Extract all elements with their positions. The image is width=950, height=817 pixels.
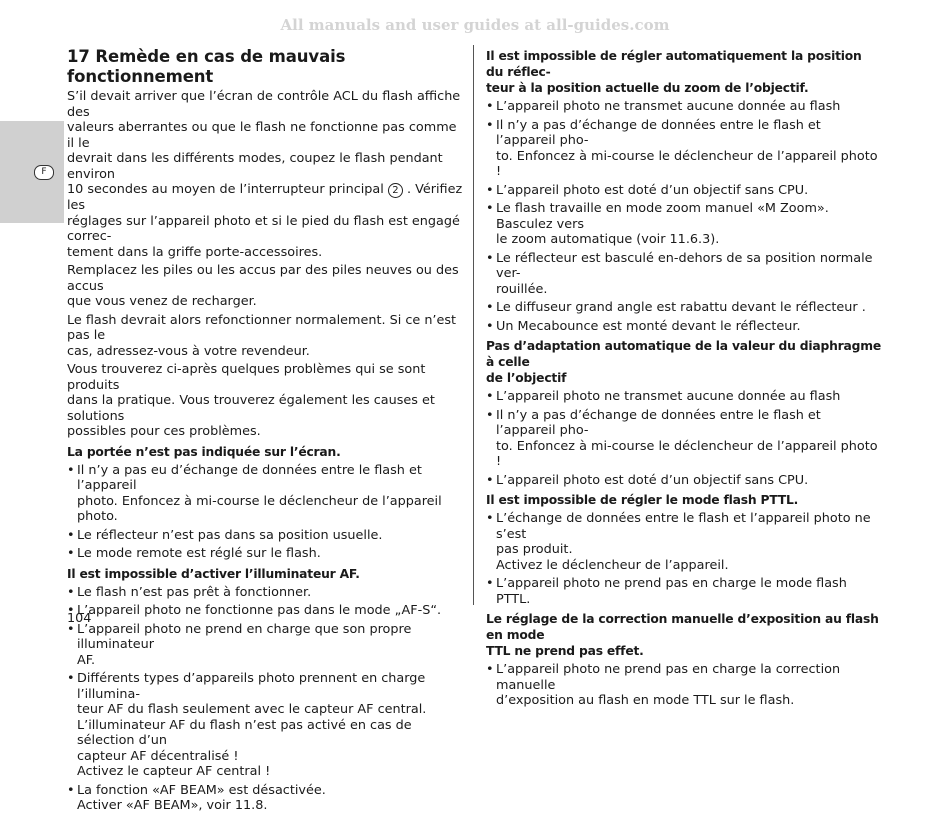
text-line: • Il n’y a pas d’échange de données entre le flash et l’appareil pho- xyxy=(496,117,821,148)
problem-heading xyxy=(486,492,881,508)
cause-item xyxy=(486,389,881,405)
text-line: le zoom automatique (voir 11.6.3). xyxy=(496,232,720,247)
text-line: • Il n’y a pas eu d’échange de données entre le flash et l’appareil xyxy=(77,462,422,493)
text-line: Remplacez les piles ou les accus par des piles neuves ou des accus xyxy=(67,263,459,294)
cause-list xyxy=(67,463,465,562)
problem-heading xyxy=(486,338,881,386)
cause-item xyxy=(486,183,881,199)
left-column xyxy=(67,45,465,817)
cause-item xyxy=(67,528,465,544)
text-line: Pas d’adaptation automatique de la valeur du diaphragme à celle xyxy=(486,339,881,369)
text-line: • L’appareil photo ne fonctionne pas dans le mode „AF-S“. xyxy=(77,603,442,618)
text-line: Il est impossible de régler le mode flash PTTL. xyxy=(486,493,799,507)
text-line: • L’échange de données entre le flash et l’appareil photo ne s’est xyxy=(496,511,871,542)
text-line: TTL ne prend pas effet. xyxy=(486,644,644,658)
text-line: • Le réflecteur est basculé en-dehors de sa position normale ver- xyxy=(496,250,873,281)
text-line xyxy=(67,182,465,214)
text-line: • Le flash travaille en mode zoom manuel «M Zoom». Basculez vers xyxy=(496,201,829,232)
cause-item xyxy=(486,300,881,316)
text-line: Activez le capteur AF central ! xyxy=(77,764,271,779)
cause-item xyxy=(486,576,881,607)
text-line: capteur AF décentralisé ! xyxy=(77,748,239,764)
cause-list xyxy=(486,389,881,488)
text-line: S’il devait arriver que l’écran de contrôle ACL du flash affiche des xyxy=(67,89,461,120)
text-line: • L’appareil photo est doté d’un objectif sans CPU. xyxy=(496,182,809,198)
cause-item xyxy=(67,585,465,601)
text-fragment: . Vérifiez les xyxy=(67,182,463,213)
text-line: Activer «AF BEAM», voir 11.8. xyxy=(77,798,268,813)
text-line: dans la pratique. Vous trouverez également les causes et solutions xyxy=(67,393,435,424)
text-line: que vous venez de recharger. xyxy=(67,294,257,309)
text-line: • L’appareil photo ne prend pas en charge la correction manuelle xyxy=(496,662,841,693)
text-line: pas produit. xyxy=(496,542,573,557)
text-fragment: 10 secondes au moyen de l’interrupteur principal xyxy=(67,182,384,197)
text-line: • L’appareil photo ne transmet aucune donnée au flash xyxy=(496,99,841,114)
cause-item xyxy=(486,662,881,709)
left-paragraphs xyxy=(67,263,465,440)
cause-list xyxy=(67,585,465,814)
problem-heading xyxy=(486,611,881,659)
page-number: 104 xyxy=(67,611,92,626)
right-column xyxy=(486,48,881,712)
text-line: to. Enfoncez à mi-course le déclencheur de l’appareil photo ! xyxy=(496,148,878,179)
cause-list xyxy=(486,662,881,709)
text-line: Le réglage de la correction manuelle d’exposition au flash en mode xyxy=(486,612,879,642)
text-line: • L’appareil photo ne transmet aucune donnée au flash xyxy=(496,389,841,404)
text-line: to. Enfoncez à mi-course le déclencheur de l’appareil photo ! xyxy=(496,438,878,469)
text-line: • L’appareil photo est doté d’un objectif sans CPU. xyxy=(496,472,809,488)
cause-item xyxy=(486,408,881,470)
left-sections xyxy=(67,444,465,814)
text-line: • Le diffuseur grand angle est rabattu devant le réflecteur . xyxy=(496,300,866,315)
text-line: tement dans la griffe porte-accessoires. xyxy=(67,244,323,260)
text-line: devrait dans les différents modes, coupez le flash pendant environ xyxy=(67,151,443,182)
problem-heading xyxy=(486,48,881,96)
cause-list xyxy=(486,511,881,607)
text-line: teur à la position actuelle du zoom de l’objectif. xyxy=(486,81,809,95)
text-line: L’illuminateur AF du flash n’est pas activé en cas de sélection d’un xyxy=(77,717,412,748)
cause-item xyxy=(67,783,465,814)
text-line: • La fonction «AF BEAM» est désactivée. xyxy=(77,782,326,798)
text-line: valeurs aberrantes ou que le flash ne fonctionne pas comme il le xyxy=(67,120,457,151)
right-sections xyxy=(486,48,881,709)
cause-list xyxy=(486,99,881,334)
language-tab-label: F xyxy=(34,165,54,180)
main-switch-number-icon: 2 xyxy=(388,183,403,198)
cause-item xyxy=(67,546,465,562)
text-line: • Différents types d’appareils photo prennent en charge l’illumina- xyxy=(77,671,426,702)
text-line: • Un Mecabounce est monté devant le réflecteur. xyxy=(496,318,801,334)
text-line: • Le flash n’est pas prêt à fonctionner. xyxy=(77,584,312,600)
cause-item xyxy=(67,603,465,619)
column-divider xyxy=(473,45,474,605)
cause-item xyxy=(486,118,881,180)
text-line: Vous trouverez ci-après quelques problèmes qui se sont produits xyxy=(67,362,426,393)
text-line: • L’appareil photo ne prend pas en charge le mode flash PTTL. xyxy=(496,576,847,607)
text-line: réglages sur l’appareil photo et si le pied du flash est engagé correc- xyxy=(67,213,460,244)
cause-item xyxy=(486,473,881,489)
text-line: • Il n’y a pas d’échange de données entre le flash et l’appareil pho- xyxy=(496,407,821,438)
text-line: • Le mode remote est réglé sur le flash. xyxy=(77,546,321,561)
text-line: • L’appareil photo ne prend en charge que son propre illuminateur xyxy=(77,621,412,652)
text-line: Le flash devrait alors refonctionner normalement. Si ce n’est pas le xyxy=(67,312,457,343)
text-line: teur AF du flash seulement avec le capteur AF central. xyxy=(77,702,427,717)
problem-heading: La portée n’est pas indiquée sur l’écran. xyxy=(67,444,341,459)
cause-item xyxy=(486,251,881,298)
intro-paragraph xyxy=(67,89,465,260)
body-paragraph xyxy=(67,362,465,440)
cause-item xyxy=(67,671,465,780)
cause-item xyxy=(67,622,465,669)
cause-item xyxy=(486,319,881,335)
text-line: photo. Enfoncez à mi-course le déclencheur de l’appareil photo. xyxy=(77,493,442,524)
text-line: Il est impossible de régler automatiquement la position du réflec- xyxy=(486,49,862,79)
section-title: 17 Remède en cas de mauvais fonctionnement xyxy=(67,47,346,86)
text-line: de l’objectif xyxy=(486,371,567,385)
cause-item xyxy=(486,201,881,248)
cause-item xyxy=(67,463,465,525)
language-side-tab xyxy=(0,121,64,223)
text-line: cas, adressez-vous à votre revendeur. xyxy=(67,343,310,359)
watermark-banner: All manuals and user guides at all-guides.com xyxy=(280,16,670,34)
cause-item xyxy=(486,511,881,573)
text-line: AF. xyxy=(77,652,96,668)
body-paragraph xyxy=(67,313,465,360)
text-line: Activez le déclencheur de l’appareil. xyxy=(496,557,729,573)
body-paragraph xyxy=(67,263,465,310)
text-line: rouillée. xyxy=(496,281,548,297)
text-line: possibles pour ces problèmes. xyxy=(67,424,261,439)
text-line: d’exposition au flash en mode TTL sur le flash. xyxy=(496,693,795,708)
cause-item xyxy=(486,99,881,115)
problem-heading: Il est impossible d’activer l’illuminateur AF. xyxy=(67,566,360,581)
text-line: • Le réflecteur n’est pas dans sa position usuelle. xyxy=(77,527,383,543)
